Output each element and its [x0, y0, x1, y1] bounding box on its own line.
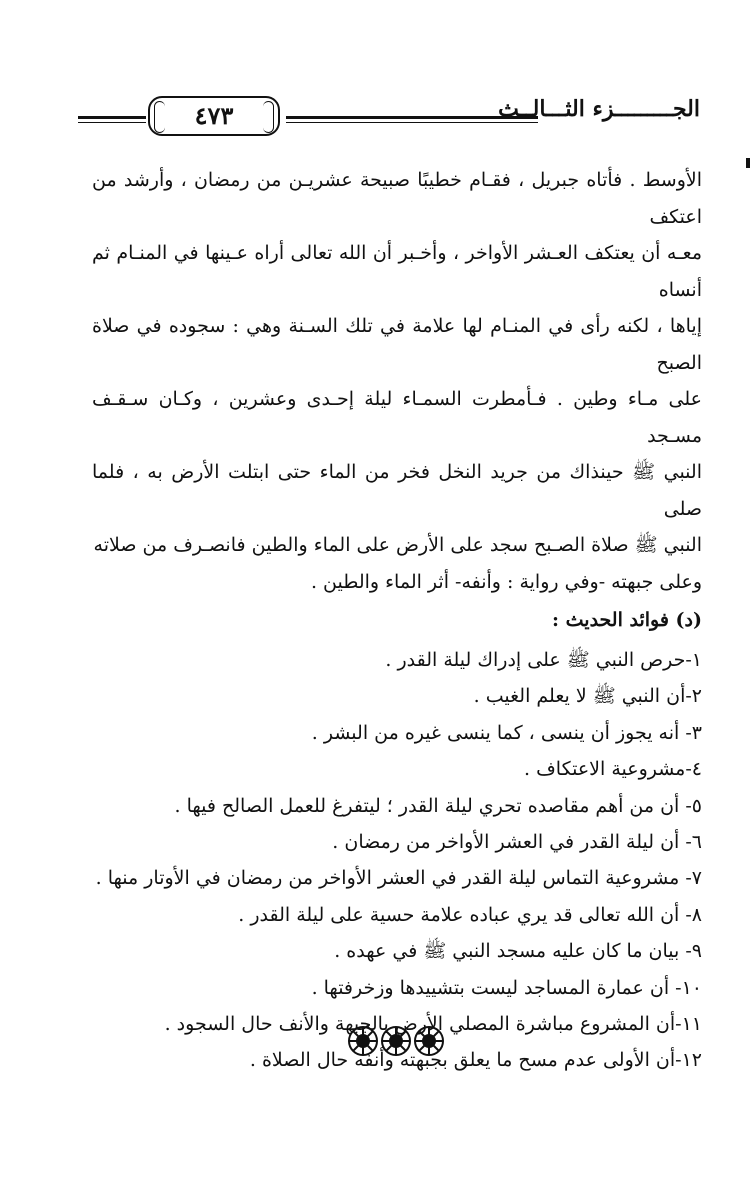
benefit-item: ١٢-أن الأولى عدم مسح ما يعلق بجبهته وأنفه حال الصلاة .: [249, 1049, 702, 1072]
paragraph-line: الأوسط . فأتاه جبريل ، فقـام خطيبًا صبيحة عشريـن من رمضان ، وأرشد من اعتكف: [92, 169, 702, 228]
benefit-item: ٣- أنه يجوز أن ينسى ، كما ينسى غيره من البشر .: [311, 721, 702, 744]
benefits-list: [92, 642, 702, 1079]
page-body: [92, 162, 702, 1079]
paragraph-line: إياها ، لكنه رأى في المنـام لها علامة في تلك السـنة وهي : سجوده في صلاة الصبح: [92, 315, 702, 374]
benefit-item: ٥- أن من أهم مقاصده تحري ليلة القدر ؛ ليتفرغ للعمل الصالح فيها .: [174, 794, 702, 817]
paragraph-line: النبي ﷺ حينذاك من جريد النخل فخر من الماء حتى ابتلت الأرض به ، فلما صلى: [92, 461, 702, 520]
paragraph-line: معـه أن يعتكف العـشر الأواخر ، وأخـبر أن الله تعالى أراه عـينها في المنـام ثم أنساه: [92, 242, 702, 301]
benefit-item: ١١-أن المشروع مباشرة المصلي الأرض بالجبهة والأنف حال السجود .: [164, 1013, 702, 1036]
benefits-heading: (د) فوائد الحديث :: [552, 609, 702, 631]
header-rule-left: [78, 116, 146, 123]
benefit-item: ٧- مشروعية التماس ليلة القدر في العشر الأواخر من رمضان في الأوتار منها .: [95, 867, 702, 890]
part-title: الجـــــــــزء الثـــالــث: [498, 96, 700, 122]
benefit-item: ١-حرص النبي ﷺ على إدراك ليلة القدر .: [385, 649, 702, 671]
benefit-item: ٢-أن النبي ﷺ لا يعلم الغيب .: [473, 685, 702, 708]
benefit-item: ٨- أن الله تعالى قد يري عباده علامة حسية على ليلة القدر .: [238, 903, 702, 926]
paragraph-line: النبي ﷺ صلاة الصـبح سجد على الأرض على الماء والطين فانصـرف من صلاته: [93, 534, 702, 556]
benefit-item: ١٠- أن عمارة المساجد ليست بتشييدها وزخرفتها .: [311, 976, 702, 999]
edge-mark: [746, 158, 750, 168]
paragraph-line: على مـاء وطين . فـأمطرت السمـاء ليلة إحـدى وعشرين ، وكـان سـقـف مسـجد: [92, 388, 702, 447]
hadith-paragraph: [92, 162, 702, 600]
paragraph-line: وعلى جبهته -وفي رواية : وأنفه- أثر الماء والطين .: [310, 570, 702, 593]
page-number: ٤٧٣: [148, 96, 280, 136]
benefit-item: ٦- أن ليلة القدر في العشر الأواخر من رمضان .: [332, 831, 702, 854]
three-flower-ornament-icon: [346, 1024, 446, 1058]
benefit-item: ٩- بيان ما كان عليه مسجد النبي ﷺ في عهده .: [334, 940, 702, 963]
benefit-item: ٤-مشروعية الاعتكاف .: [524, 758, 702, 781]
page-header: [78, 88, 700, 144]
